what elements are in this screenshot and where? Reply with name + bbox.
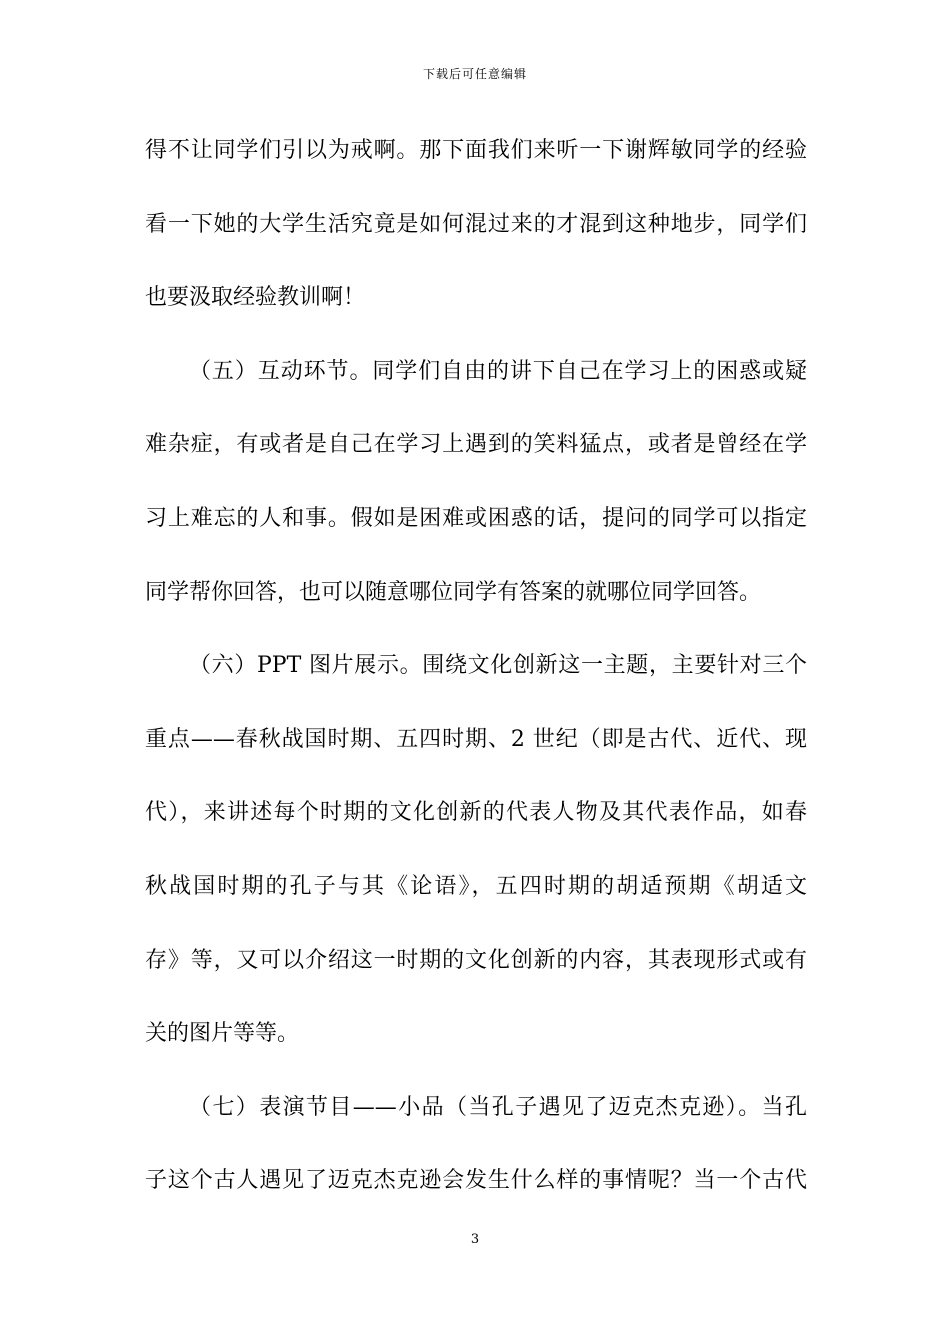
text-line: 看一下她的大学生活究竟是如何混过来的才混到这种地步，同学们 xyxy=(145,211,807,237)
text-line: 习上难忘的人和事。假如是困难或困惑的话，提问的同学可以指定 xyxy=(145,505,807,531)
text-line: 同学帮你回答，也可以随意哪位同学有答案的就哪位同学回答。 xyxy=(145,579,762,605)
text-line: 关的图片等等。 xyxy=(145,1021,300,1047)
text-line: （五）互动环节。同学们自由的讲下自己在学习上的困惑或疑 xyxy=(189,358,807,384)
text-line: 难杂症，有或者是自己在学习上遇到的笑料猛点，或者是曾经在学 xyxy=(145,432,807,458)
text-line: （七）表演节目——小品（当孔子遇见了迈克杰克逊）。当孔 xyxy=(189,1094,807,1120)
page-header: 下载后可任意编辑 xyxy=(422,67,527,81)
text-line: 秋战国时期的孔子与其《论语》，五四时期的胡适预期《胡适文 xyxy=(145,873,807,899)
page-number: 3 xyxy=(470,1232,480,1247)
body-text xyxy=(145,128,807,1232)
text-line: 代），来讲述每个时期的文化创新的代表人物及其代表作品，如春 xyxy=(145,800,807,826)
text-line: 重点——春秋战国时期、五四时期、2 世纪（即是古代、近代、现 xyxy=(145,726,807,752)
text-line: 得不让同学们引以为戒啊。那下面我们来听一下谢辉敏同学的经验 xyxy=(145,138,807,163)
text-line: 子这个古人遇见了迈克杰克逊会发生什么样的事情呢？当一个古代 xyxy=(145,1168,807,1194)
text-line: 存》等，又可以介绍这一时期的文化创新的内容，其表现形式或有 xyxy=(145,947,807,973)
text-line: （六）PPT 图片展示。围绕文化创新这一主题，主要针对三个 xyxy=(189,653,807,679)
text-line: 也要汲取经验教训啊！ xyxy=(145,285,366,311)
